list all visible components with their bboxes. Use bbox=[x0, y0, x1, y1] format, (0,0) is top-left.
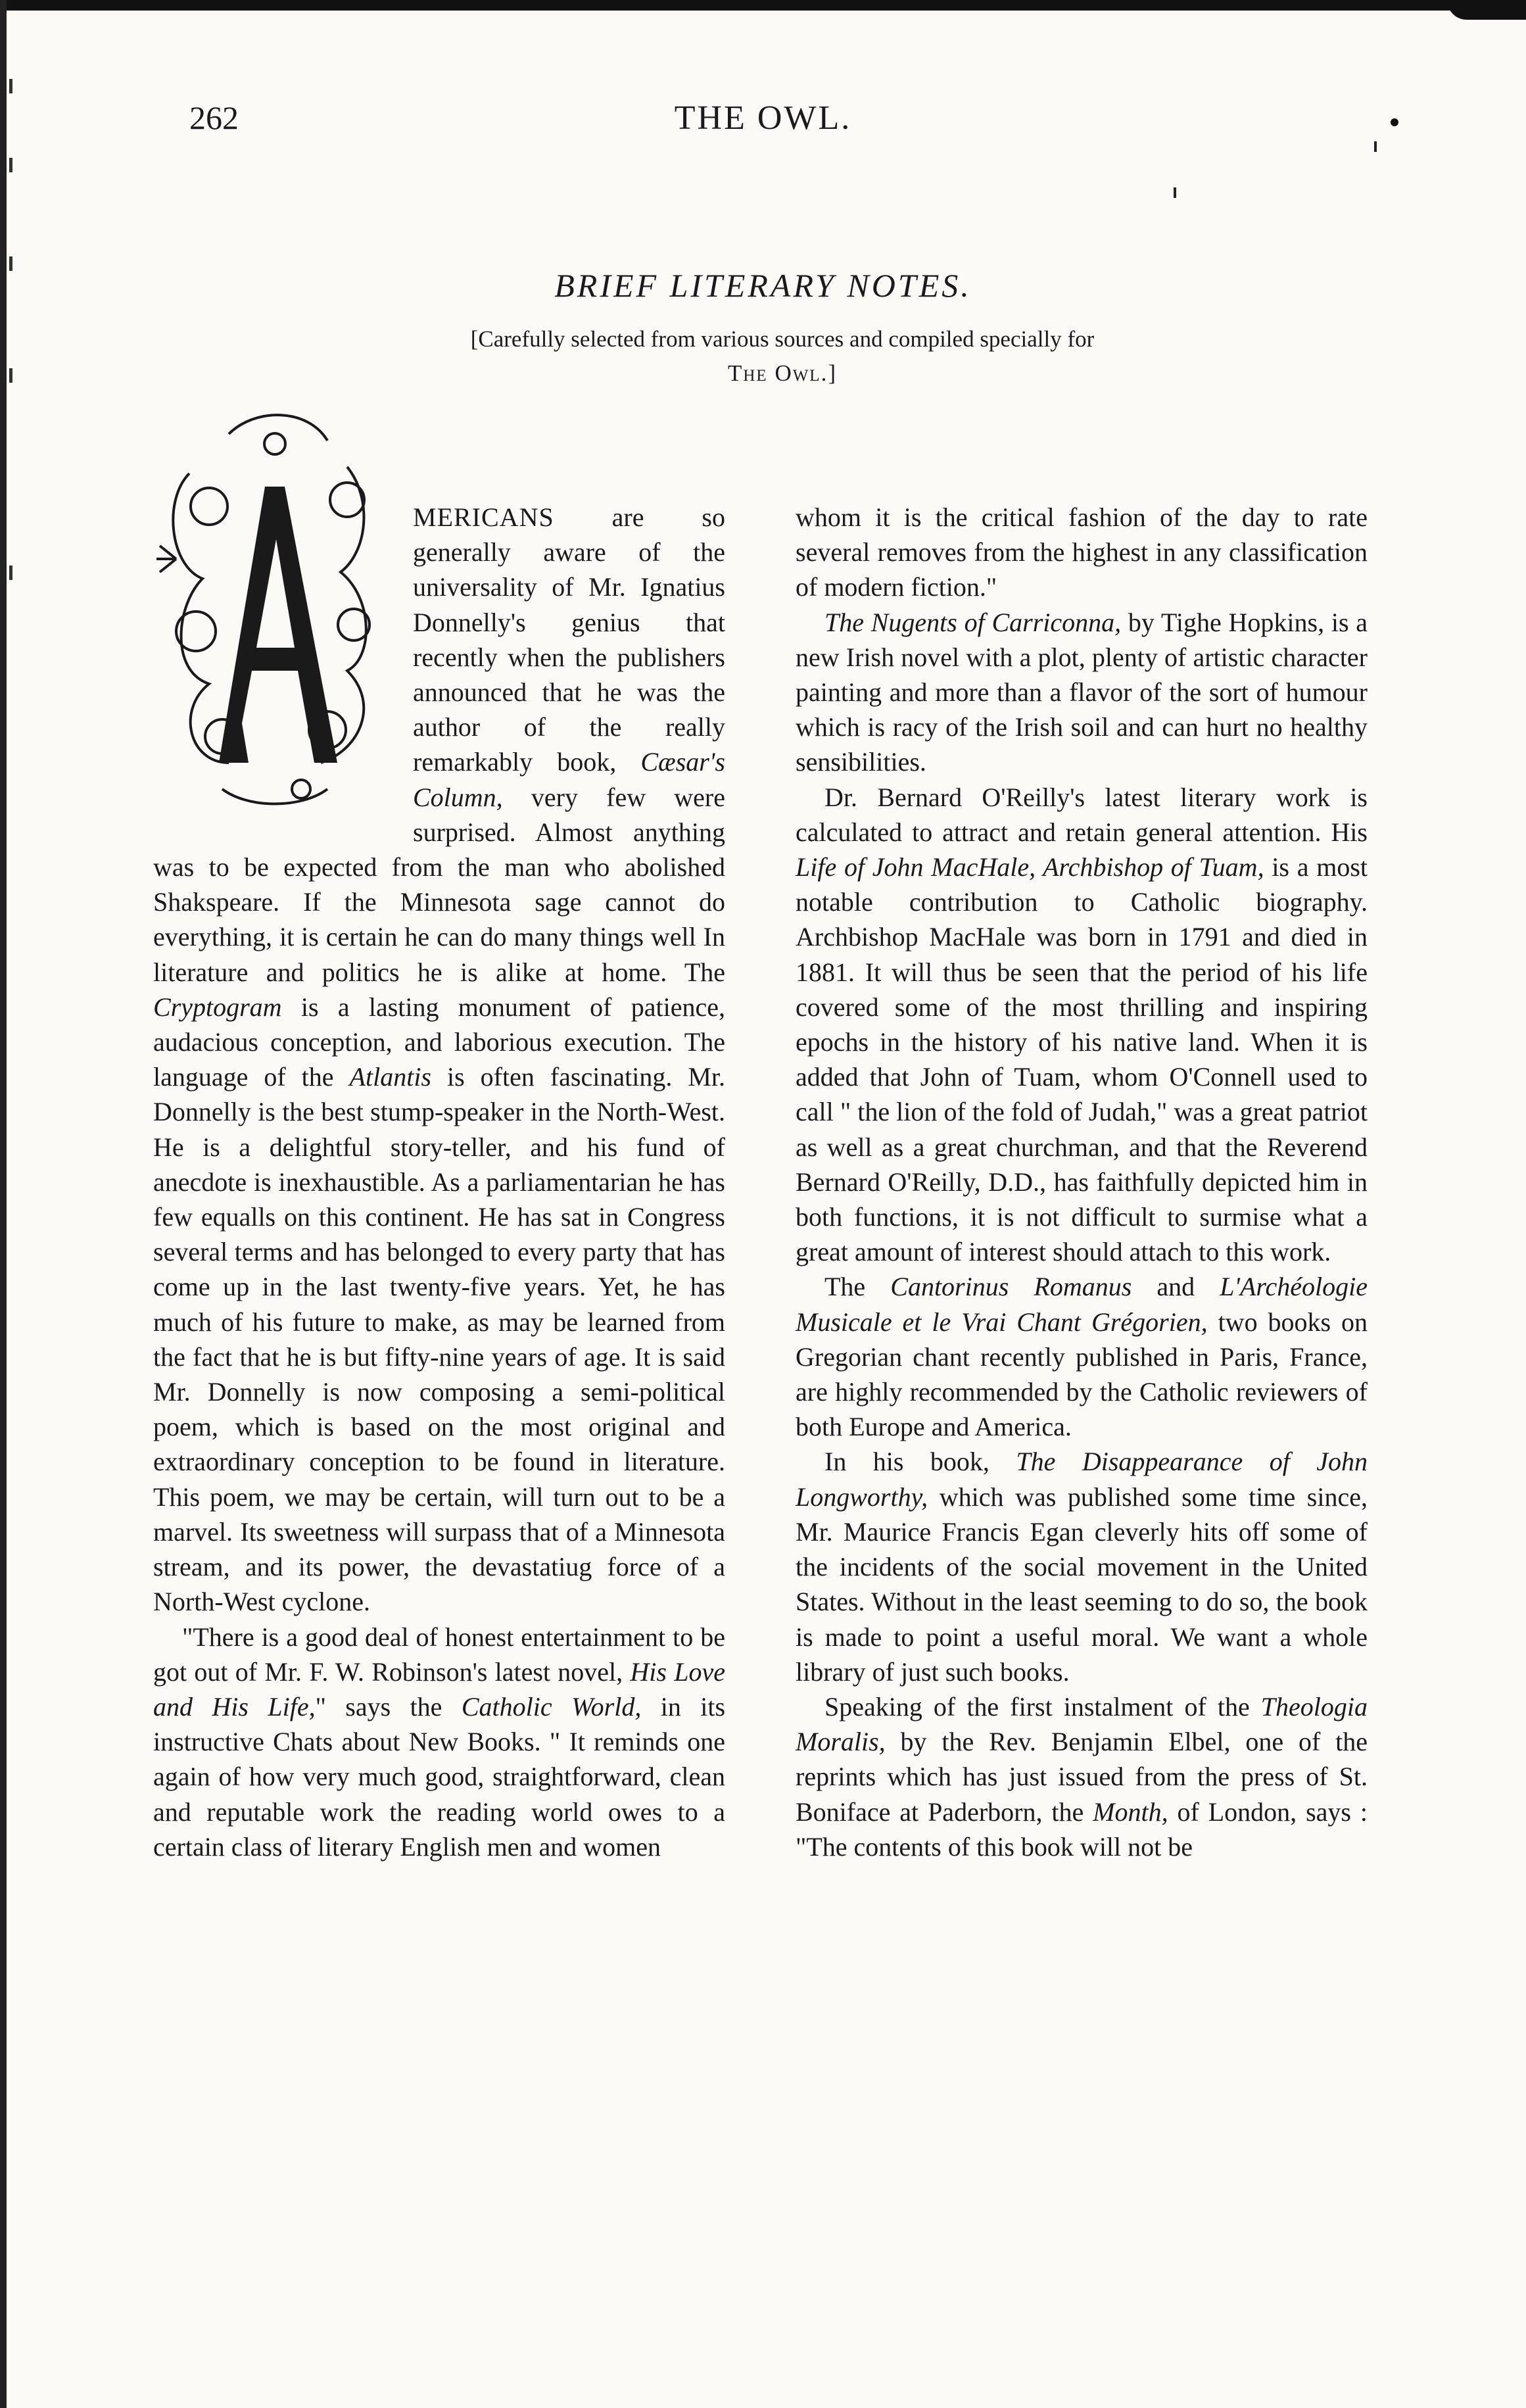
book-title: Cæsar's Column, bbox=[413, 747, 725, 812]
section-title: BRIEF LITERARY NOTES. bbox=[554, 267, 972, 304]
paragraph: MERICANS are so generally aware of the universality of Mr. Ignatius Donnelly's genius that recently when the publishers announced that he was the author of the really remarkably book, Cæsar's Column, very few were surprised. Almost anything was to be expected from the man who abolished Shakspeare. If the Minnesota sage cannot do everything, it is certain he can do many things well In literature and politics he is alike at home. The Cryptogram is a lasting monument of patience, audacious conception, and laborious execution. The language of the Atlantis is often fascinating. Mr. Donnelly is the best stump-speaker in the North-West. He is a delightful story-teller, and his fund of anecdote is inexhaustible. As a parliamentarian he has few equalls on this continent. He has sat in Congress several terms and has belonged to every party that has come up in the last twenty-five years. Yet, he has much of his future to make, as may be learned from the fact that he is but fifty-nine years of age. It is said Mr. Donnelly is now composing a semi-political poem, which is based on the most original and extraordinary conception to be found in literature. This poem, we may be certain, will turn out to be a marvel. Its sweetness will surpass that of a Minnesota stream, and its power, the devastatiug force of a North-West cyclone. bbox=[153, 502, 726, 1617]
book-title: His Love and His Life, bbox=[153, 1656, 726, 1722]
left-column bbox=[153, 500, 725, 1864]
dropcap-spacer bbox=[153, 427, 413, 829]
bullet-mark bbox=[1391, 118, 1398, 126]
book-title: The Nugents of Carriconna, bbox=[824, 607, 1122, 637]
book-title: Cryptogram bbox=[153, 992, 282, 1022]
paragraph: The Nugents of Carriconna, by Tighe Hopkins, is a new Irish novel with a plot, plenty of artistic character painting and more than a flavor of the sort of humour which is racy of the Irish soil and can hurt no healthy sensibilities. bbox=[796, 607, 1368, 777]
right-column bbox=[796, 500, 1368, 1864]
book-title: Cantorinus Romanus bbox=[890, 1272, 1132, 1302]
paragraph: Dr. Bernard O'Reilly's latest literary work is calculated to attract and retain general attention. His Life of John MacHale, Archbishop of Tuam, is a most notable contribution to Catholic biography. Archbishop MacHale was born in 1791 and died in 1881. It will thus be seen that the period of his life covered some of the most thrilling and inspiring epochs in the history of his native land. When it is added that John of Tuam, whom O'Connell used to call " the lion of the fold of Judah," was a great patriot as well as a great churchman, and that the Reverend Bernard O'Reilly, D.D., has faithfully depicted him in both functions, it is not difficult to surmise what a great amount of interest should attach to this work. bbox=[796, 782, 1368, 1267]
top-edge-rule bbox=[0, 0, 1526, 11]
subtitle-line-2: The Owl.] bbox=[727, 360, 837, 386]
book-title: Atlantis bbox=[349, 1062, 431, 1092]
paragraph: In his book, The Disappearance of John Longworthy, which was published some time since, Mr. Maurice Francis Egan cleverly hits off some of the incidents of the social movement in the United States. Without in the least seeming to do so, the book is made to point a useful moral. We want a whole library of just such books. bbox=[796, 1447, 1368, 1687]
journal-title: THE OWL. bbox=[674, 99, 852, 137]
scan-blot bbox=[1447, 0, 1526, 20]
running-head bbox=[0, 99, 1526, 145]
section-subtitle bbox=[355, 322, 1210, 391]
left-scan-edge bbox=[0, 0, 7, 2408]
periodical-title: Month, bbox=[1093, 1796, 1168, 1827]
stray-mark bbox=[1174, 187, 1176, 198]
book-title: L'Archéologie Musicale et le Vrai Chant Grégorien, bbox=[796, 1272, 1368, 1337]
book-title: The Disappearance of John Longworthy, bbox=[796, 1447, 1368, 1512]
paragraph: whom it is the critical fashion of the day to rate several removes from the highest in any classification of modern fiction." bbox=[796, 502, 1368, 602]
book-title: Life of John MacHale, Archbishop of Tuam, bbox=[796, 852, 1264, 882]
paragraph: "There is a good deal of honest entertainment to be got out of Mr. F. W. Robinson's latest novel, His Love and His Life," says the Catholic World, in its instructive Chats about New Books. " It reminds one again of how very much good, straightforward, clean and reputable work the reading world owes to a certain class of literary English men and women bbox=[153, 1622, 726, 1862]
page-number: 262 bbox=[189, 99, 239, 136]
periodical-title: Catholic World, bbox=[461, 1691, 642, 1722]
paragraph: The Cantorinus Romanus and L'Archéologie Musicale et le Vrai Chant Grégorien, two books on Gregorian chant recently published in Paris, France, are highly recommended by the Catholic reviewers of both Europe and America. bbox=[796, 1272, 1368, 1442]
stray-mark bbox=[1374, 141, 1377, 152]
initial-word-rest: MERICANS bbox=[413, 502, 554, 532]
subtitle-line-1: [Carefully selected from various sources and compiled specially for bbox=[470, 326, 1095, 352]
paragraph: Speaking of the first instalment of the Theologia Moralis, by the Rev. Benjamin Elbel, one of the reprints which has just issued from the press of St. Boniface at Paderborn, the Month, of London, says : "The contents of this book will not be bbox=[796, 1691, 1368, 1862]
book-title: Theologia Moralis, bbox=[796, 1691, 1368, 1757]
